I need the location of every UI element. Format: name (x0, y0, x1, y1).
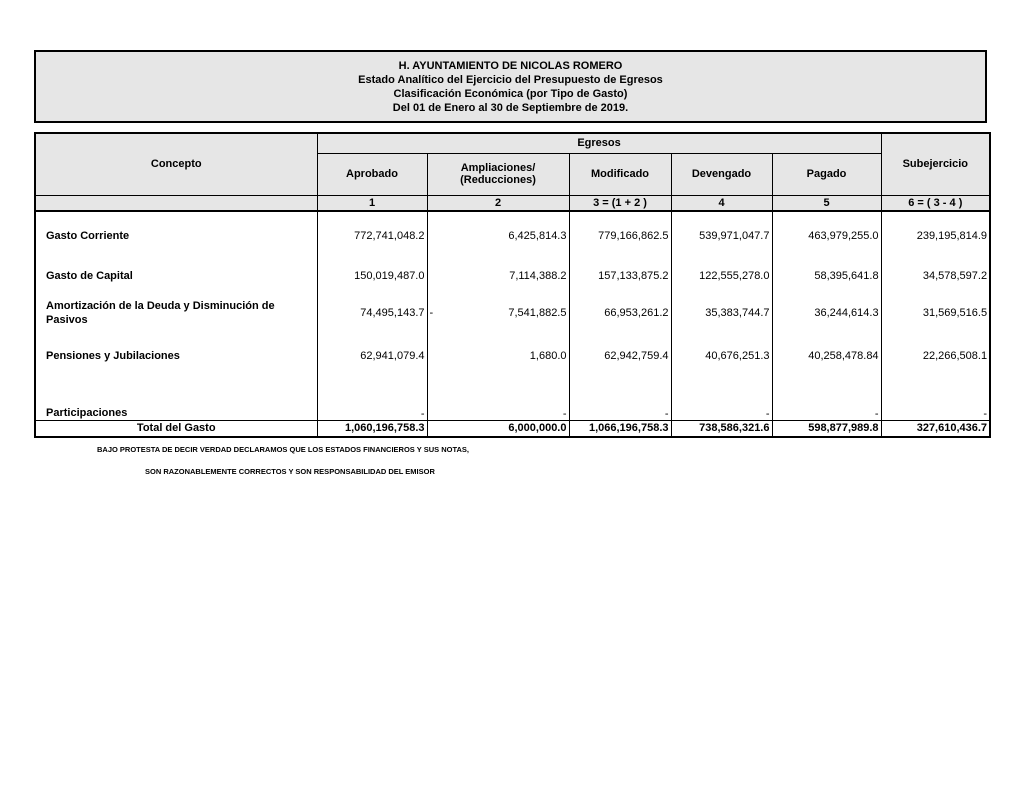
column-header: Ampliaciones/ (Reducciones) (427, 153, 569, 195)
total-ampliaciones: 6,000,000.0 (427, 420, 569, 437)
report-classification: Clasificación Económica (por Tipo de Gasto) (393, 87, 628, 100)
cell-devengado: 122,555,278.0 (671, 259, 772, 293)
row-concept: Participaciones (35, 379, 317, 420)
row-concept: Gasto de Capital (35, 259, 317, 293)
budget-table (34, 132, 991, 438)
value: 1,680.0 (529, 350, 567, 362)
total-pagado: 598,877,989.8 (772, 420, 881, 437)
cell-pagado: 463,979,255.0 (772, 211, 881, 259)
cell-pagado: 40,258,478.84 (772, 333, 881, 379)
cell-ampliaciones (427, 211, 569, 259)
table-row (35, 333, 990, 379)
column-number: 5 (772, 195, 881, 211)
column-header: Devengado (671, 153, 772, 195)
cell-subejercicio: - (881, 379, 990, 420)
cell-ampliaciones (427, 379, 569, 420)
total-devengado: 738,586,321.6 (671, 420, 772, 437)
column-header: Pagado (772, 153, 881, 195)
declaration-line-1: BAJO PROTESTA DE DECIR VERDAD DECLARAMOS QUE LOS ESTADOS FINANCIEROS Y SUS NOTAS, (97, 445, 469, 454)
cell-subejercicio: 31,569,516.5 (881, 293, 990, 333)
row-concept: Pensiones y Jubilaciones (35, 333, 317, 379)
value: - (562, 407, 567, 420)
column-number-blank (35, 195, 317, 211)
cell-modificado: - (569, 379, 671, 420)
cell-ampliaciones (427, 259, 569, 293)
total-row (35, 420, 990, 437)
concept-header: Concepto (35, 133, 317, 195)
report-header (34, 50, 987, 123)
column-number: 6 = ( 3 - 4 ) (881, 195, 990, 211)
cell-aprobado: 772,741,048.2 (317, 211, 427, 259)
total-label: Total del Gasto (35, 420, 317, 437)
value: 6,425,814.3 (508, 229, 567, 242)
cell-pagado: - (772, 379, 881, 420)
column-number: 3 = (1 + 2 ) (569, 195, 671, 211)
cell-pagado: 36,244,614.3 (772, 293, 881, 333)
cell-aprobado: 150,019,487.0 (317, 259, 427, 293)
entity-name: H. AYUNTAMIENTO DE NICOLAS ROMERO (398, 59, 623, 72)
cell-aprobado: 74,495,143.7 (317, 293, 427, 333)
cell-ampliaciones (427, 333, 569, 379)
table-row (35, 259, 990, 293)
sign: - (429, 307, 434, 319)
column-header: Modificado (569, 153, 671, 195)
cell-aprobado: 62,941,079.4 (317, 333, 427, 379)
row-concept: Amortización de la Deuda y Disminución de Pasivos (35, 293, 317, 333)
budget-table-container (34, 132, 989, 438)
column-number: 2 (427, 195, 569, 211)
cell-pagado: 58,395,641.8 (772, 259, 881, 293)
report-period: Del 01 de Enero al 30 de Septiembre de 2019. (392, 101, 629, 114)
total-subejercicio: 327,610,436.7 (881, 420, 990, 437)
cell-devengado: 35,383,744.7 (671, 293, 772, 333)
table-row (35, 211, 990, 259)
cell-subejercicio: 22,266,508.1 (881, 333, 990, 379)
value: 7,541,882.5 (508, 307, 567, 319)
column-header: Aprobado (317, 153, 427, 195)
declaration-line-2: SON RAZONABLEMENTE CORRECTOS Y SON RESPONSABILIDAD DEL EMISOR (145, 467, 435, 476)
table-row (35, 379, 990, 420)
cell-devengado: 40,676,251.3 (671, 333, 772, 379)
value: 7,114,388.2 (509, 270, 567, 282)
egresos-header: Egresos (317, 133, 881, 153)
report-title: Estado Analítico del Ejercicio del Presupuesto de Egresos (358, 73, 663, 86)
cell-subejercicio: 239,195,814.9 (881, 211, 990, 259)
cell-modificado: 62,942,759.4 (569, 333, 671, 379)
column-number: 1 (317, 195, 427, 211)
cell-ampliaciones (427, 293, 569, 333)
cell-devengado: 539,971,047.7 (671, 211, 772, 259)
cell-modificado: 779,166,862.5 (569, 211, 671, 259)
column-number: 4 (671, 195, 772, 211)
table-row (35, 293, 990, 333)
subejercicio-header: Subejercicio (881, 133, 990, 195)
cell-modificado: 157,133,875.2 (569, 259, 671, 293)
cell-devengado: - (671, 379, 772, 420)
cell-modificado: 66,953,261.2 (569, 293, 671, 333)
row-concept: Gasto Corriente (35, 211, 317, 259)
total-modificado: 1,066,196,758.3 (569, 420, 671, 437)
cell-aprobado: - (317, 379, 427, 420)
cell-subejercicio: 34,578,597.2 (881, 259, 990, 293)
total-aprobado: 1,060,196,758.3 (317, 420, 427, 437)
